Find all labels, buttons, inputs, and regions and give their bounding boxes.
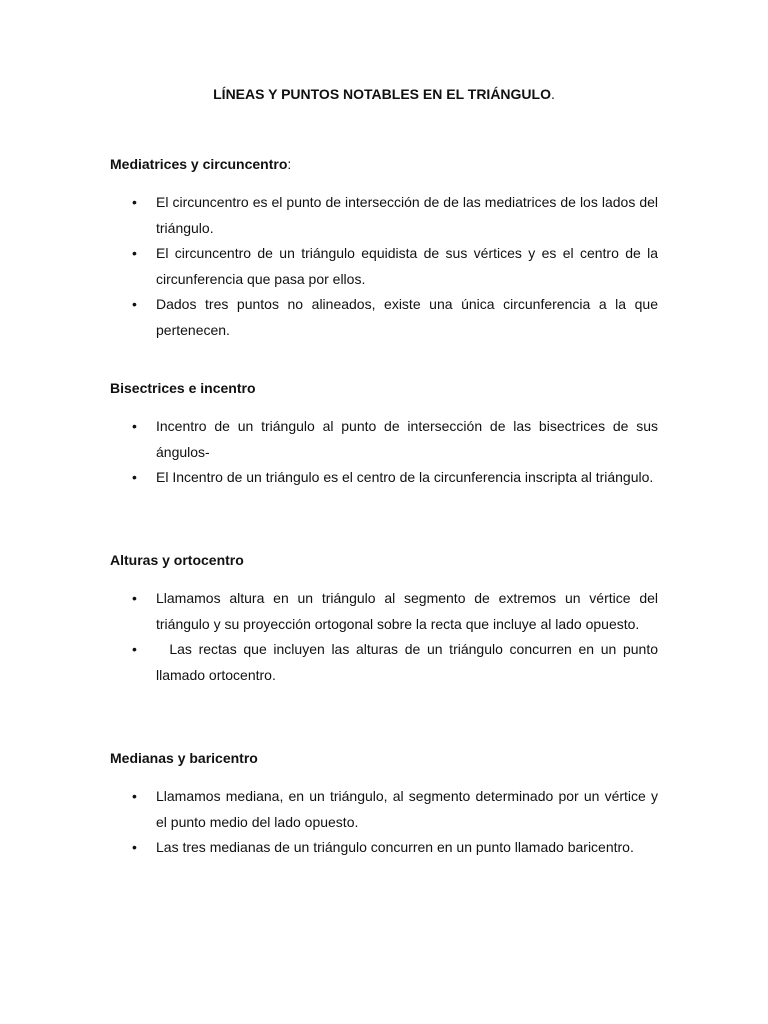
list-item	[110, 835, 658, 861]
list-item-text: El circuncentro de un triángulo equidista de sus vértices y es el centro de la circunferencia que pasa por ellos.	[156, 245, 658, 287]
list-item-text: Dados tres puntos no alineados, existe una única circunferencia a la que pertenecen.	[156, 296, 658, 338]
list-item-text: Llamamos mediana, en un triángulo, al segmento determinado por un vértice y el punto medio del lado opuesto.	[156, 788, 658, 830]
list-item	[110, 414, 658, 465]
bullet-icon: •	[132, 194, 137, 210]
bullet-icon: •	[132, 296, 137, 312]
list-item	[110, 637, 662, 688]
bullet-list	[110, 586, 662, 688]
list-item-text: Llamamos altura en un triángulo al segmento de extremos un vértice del triángulo y su proyección ortogonal sobre la recta que incluye al lado opuesto.	[156, 590, 658, 632]
bullet-list	[110, 190, 658, 343]
document-title-suffix: .	[550, 86, 555, 102]
list-item-text: Incentro de un triángulo al punto de intersección de las bisectrices de sus ángulos-	[156, 418, 658, 460]
bullet-icon: •	[132, 839, 137, 855]
list-item-text: Las tres medianas de un triángulo concurren en un punto llamado baricentro.	[156, 839, 634, 855]
bullet-icon: •	[132, 590, 137, 606]
list-item	[110, 190, 658, 241]
section-heading-text: Alturas y ortocentro	[110, 552, 244, 568]
section-bisectrices	[110, 378, 658, 491]
section-medianas	[110, 748, 658, 861]
bullet-icon: •	[132, 469, 137, 485]
list-item	[110, 241, 658, 292]
list-item-text: Las rectas que incluyen las alturas de un triángulo concurren en un punto llamado ortocentro.	[156, 641, 662, 683]
list-item	[110, 784, 658, 835]
document-title-text: LÍNEAS Y PUNTOS NOTABLES EN EL TRIÁNGULO	[213, 86, 551, 102]
section-heading-text: Bisectrices e incentro	[110, 380, 256, 396]
section-heading	[110, 550, 658, 570]
list-item	[110, 586, 658, 637]
bullet-list	[110, 784, 658, 861]
document-title	[0, 84, 768, 104]
bullet-list	[110, 414, 658, 491]
list-item-text: El circuncentro es el punto de intersección de de las mediatrices de los lados del triángulo.	[156, 194, 658, 236]
section-mediatrices	[110, 154, 658, 343]
list-item	[110, 465, 658, 491]
section-heading	[110, 154, 658, 174]
section-heading	[110, 748, 658, 768]
section-heading-suffix: :	[287, 156, 292, 172]
list-item-text: El Incentro de un triángulo es el centro de la circunferencia inscripta al triángulo.	[156, 469, 654, 485]
section-heading	[110, 378, 658, 398]
list-item	[110, 292, 658, 343]
bullet-icon: •	[132, 245, 137, 261]
section-heading-text: Medianas y baricentro	[110, 750, 258, 766]
bullet-icon: •	[132, 641, 137, 657]
section-alturas	[110, 550, 662, 688]
bullet-icon: •	[132, 418, 137, 434]
section-heading-text: Mediatrices y circuncentro	[110, 156, 288, 172]
bullet-icon: •	[132, 788, 137, 804]
